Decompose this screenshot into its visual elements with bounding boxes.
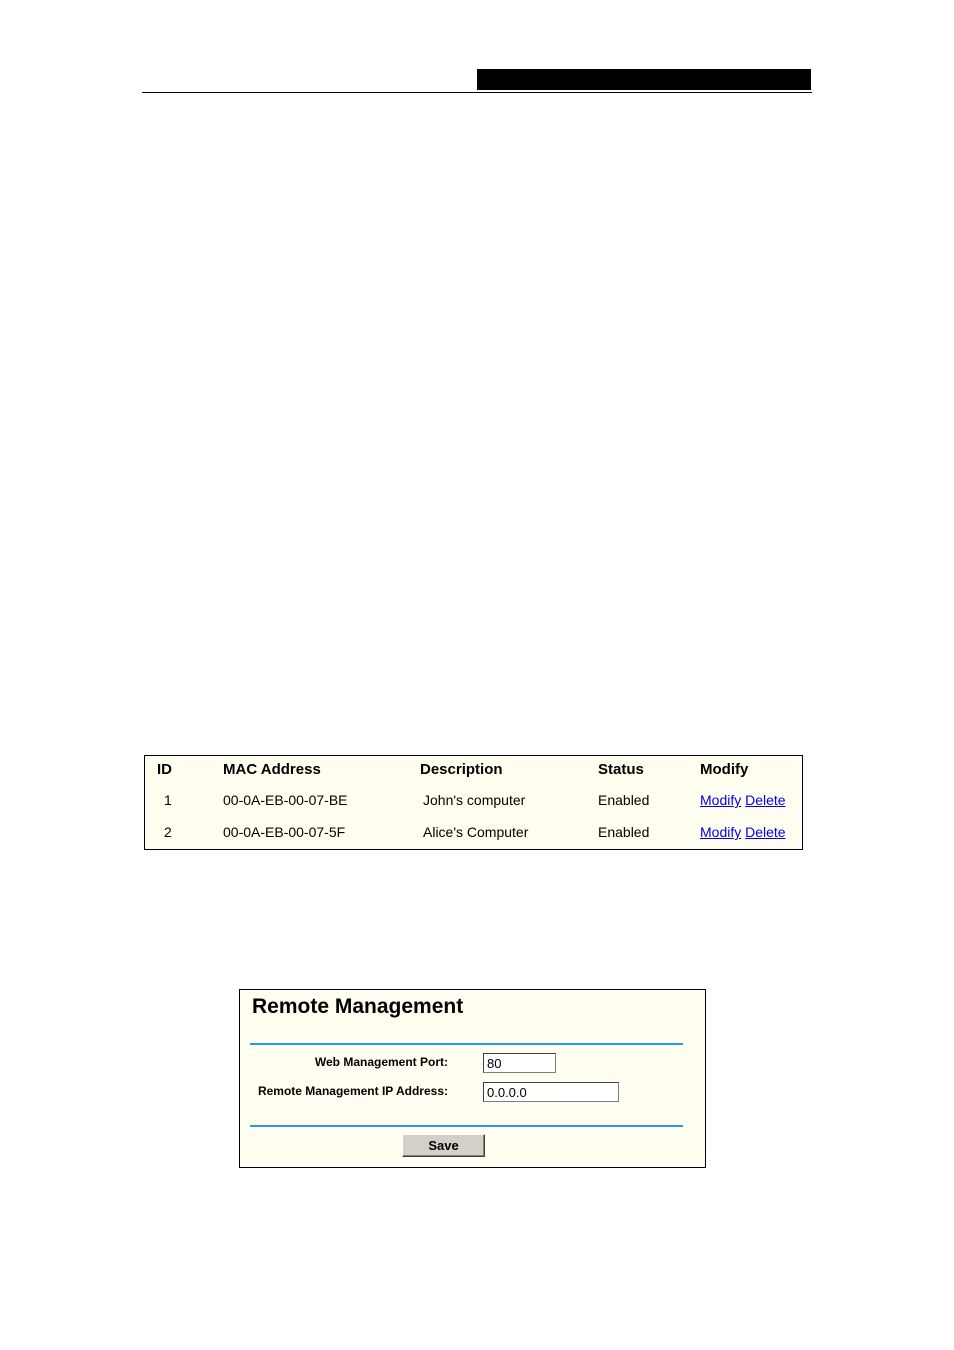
row-mac-address: 00-0A-EB-00-07-5F xyxy=(223,824,346,840)
header-bar xyxy=(477,69,811,90)
column-header-id: ID xyxy=(157,761,172,778)
row-mac-address: 00-0A-EB-00-07-BE xyxy=(223,792,348,808)
header-rule xyxy=(142,92,812,93)
remote-management-ip-label: Remote Management IP Address: xyxy=(257,1084,448,1098)
column-header-description: Description xyxy=(420,761,503,778)
row-status: Enabled xyxy=(598,792,650,808)
column-header-status: Status xyxy=(598,761,644,778)
remote-management-panel xyxy=(239,989,706,1168)
page-title: Remote Management xyxy=(252,995,464,1018)
delete-link[interactable]: Delete xyxy=(745,824,786,840)
row-description: John's computer xyxy=(423,792,526,808)
row-id: 1 xyxy=(164,792,172,808)
modify-link[interactable]: Modify xyxy=(700,824,742,840)
row-status: Enabled xyxy=(598,824,650,840)
delete-link[interactable]: Delete xyxy=(745,792,786,808)
web-management-port-input[interactable] xyxy=(483,1053,556,1073)
column-header-mac-address: MAC Address xyxy=(223,761,321,778)
save-button[interactable]: Save xyxy=(402,1134,485,1157)
modify-link[interactable]: Modify xyxy=(700,792,742,808)
mac-address-table xyxy=(144,755,803,850)
column-header-modify: Modify xyxy=(700,761,749,778)
row-description: Alice's Computer xyxy=(423,824,529,840)
divider-bottom xyxy=(250,1125,683,1127)
remote-management-ip-input[interactable] xyxy=(483,1082,619,1102)
row-id: 2 xyxy=(164,824,172,840)
divider-top xyxy=(250,1043,683,1045)
web-management-port-label: Web Management Port: xyxy=(314,1055,448,1069)
